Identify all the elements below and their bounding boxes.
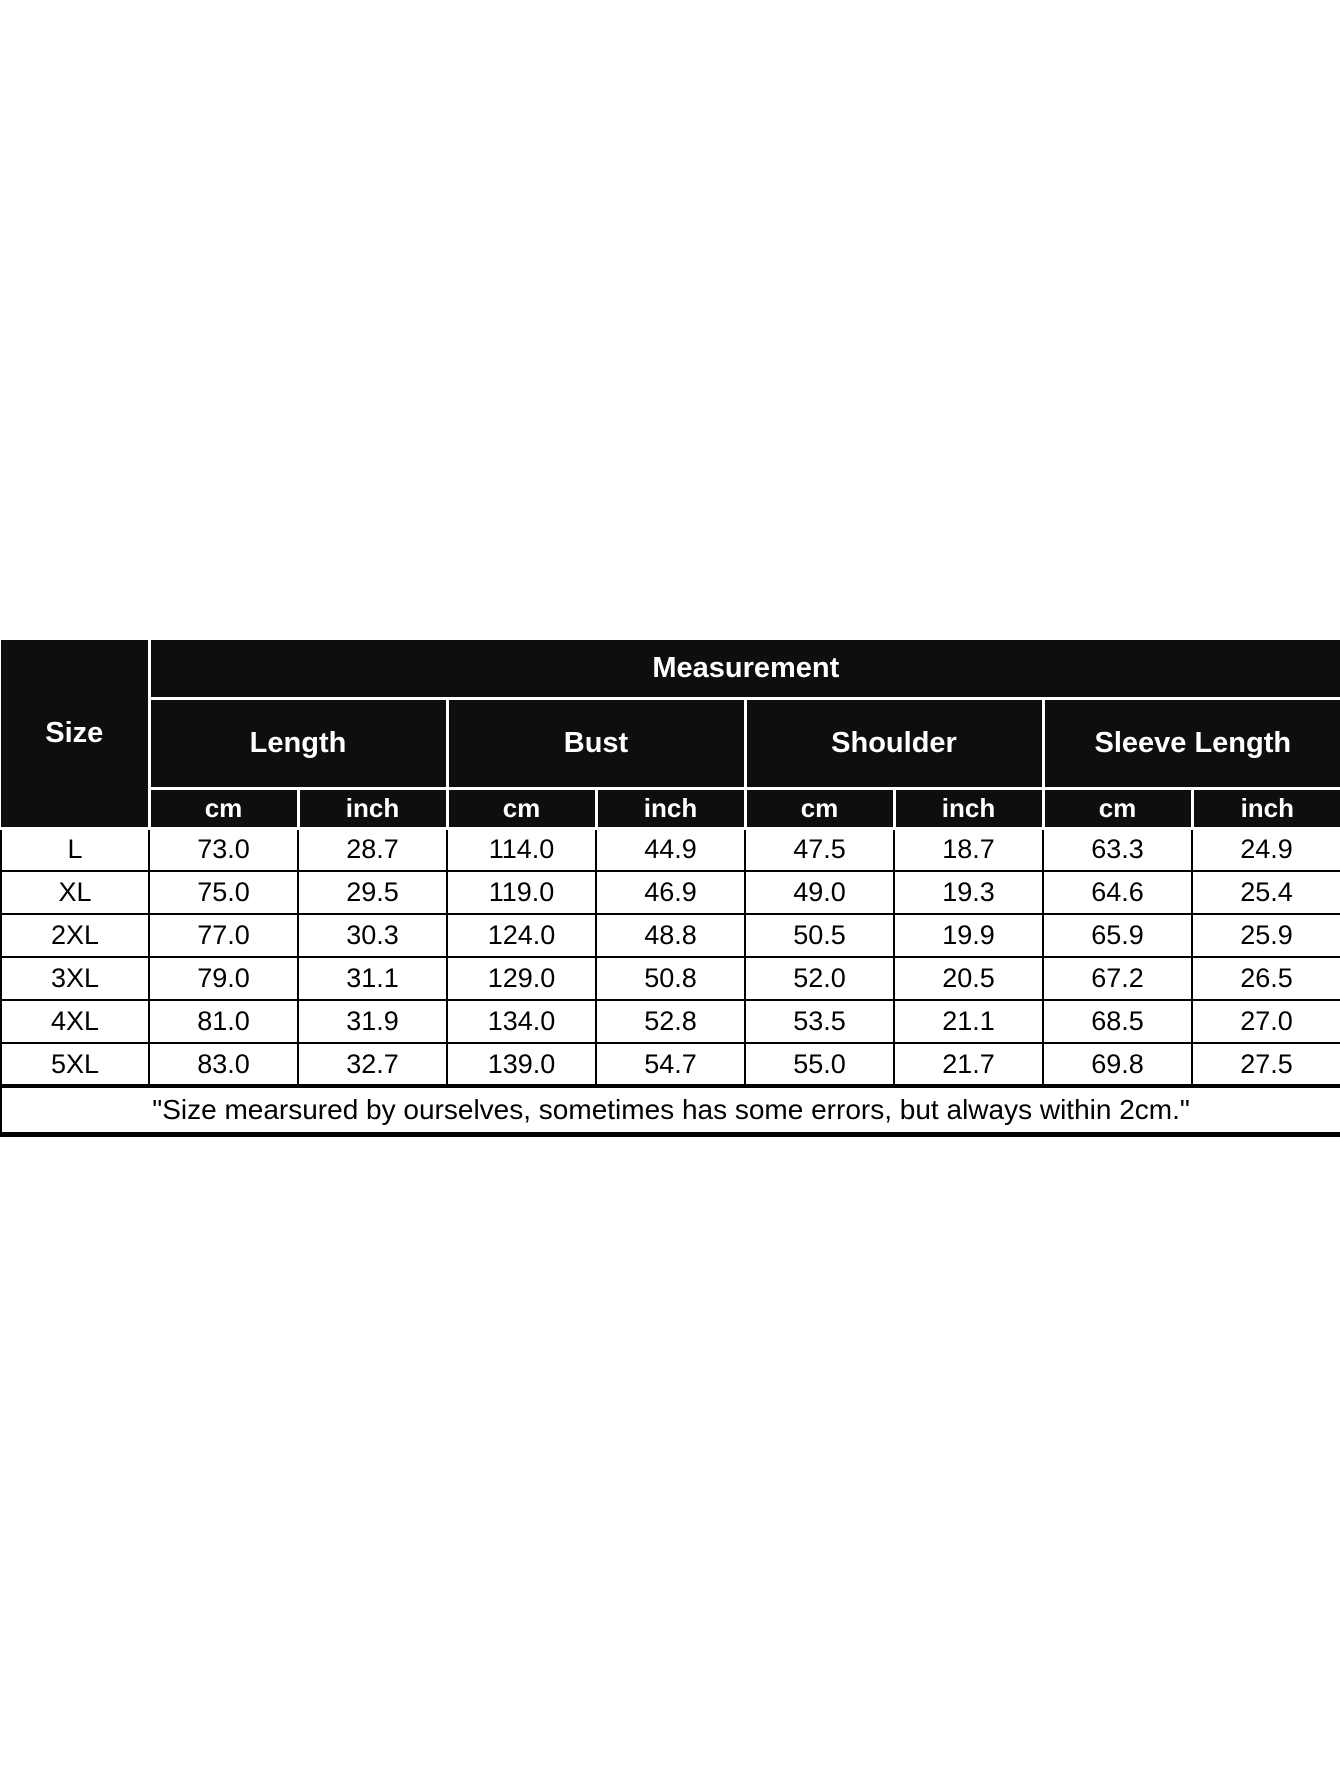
value-cell: 25.4 [1192, 871, 1340, 914]
unit-header-length-inch: inch [298, 788, 447, 828]
size-label: 5XL [1, 1043, 149, 1086]
value-cell: 31.1 [298, 957, 447, 1000]
value-cell: 27.5 [1192, 1043, 1340, 1086]
size-label: 2XL [1, 914, 149, 957]
table-row-2xl [1, 914, 1340, 957]
value-cell: 32.7 [298, 1043, 447, 1086]
value-cell: 29.5 [298, 871, 447, 914]
size-column-header: Size [1, 640, 149, 828]
value-cell: 18.7 [894, 828, 1043, 871]
value-cell: 75.0 [149, 871, 298, 914]
group-header-bust: Bust [447, 698, 745, 788]
value-cell: 30.3 [298, 914, 447, 957]
value-cell: 19.3 [894, 871, 1043, 914]
value-cell: 50.5 [745, 914, 894, 957]
value-cell: 28.7 [298, 828, 447, 871]
value-cell: 31.9 [298, 1000, 447, 1043]
value-cell: 129.0 [447, 957, 596, 1000]
unit-header-sleeve-cm: cm [1043, 788, 1192, 828]
unit-header-shoulder-inch: inch [894, 788, 1043, 828]
value-cell: 54.7 [596, 1043, 745, 1086]
value-cell: 47.5 [745, 828, 894, 871]
value-cell: 73.0 [149, 828, 298, 871]
value-cell: 124.0 [447, 914, 596, 957]
value-cell: 48.8 [596, 914, 745, 957]
value-cell: 52.0 [745, 957, 894, 1000]
value-cell: 65.9 [1043, 914, 1192, 957]
table-row-xl [1, 871, 1340, 914]
group-header-shoulder: Shoulder [745, 698, 1043, 788]
value-cell: 81.0 [149, 1000, 298, 1043]
value-cell: 20.5 [894, 957, 1043, 1000]
size-label: L [1, 828, 149, 871]
unit-header-length-cm: cm [149, 788, 298, 828]
size-label: XL [1, 871, 149, 914]
value-cell: 79.0 [149, 957, 298, 1000]
value-cell: 139.0 [447, 1043, 596, 1086]
unit-header-shoulder-cm: cm [745, 788, 894, 828]
size-chart [0, 640, 1340, 1137]
footnote-row [1, 1086, 1340, 1134]
size-label: 3XL [1, 957, 149, 1000]
value-cell: 44.9 [596, 828, 745, 871]
value-cell: 114.0 [447, 828, 596, 871]
value-cell: 53.5 [745, 1000, 894, 1043]
value-cell: 67.2 [1043, 957, 1192, 1000]
value-cell: 134.0 [447, 1000, 596, 1043]
value-cell: 77.0 [149, 914, 298, 957]
value-cell: 24.9 [1192, 828, 1340, 871]
value-cell: 19.9 [894, 914, 1043, 957]
unit-header-sleeve-inch: inch [1192, 788, 1340, 828]
group-header-sleeve-length: Sleeve Length [1043, 698, 1340, 788]
value-cell: 69.8 [1043, 1043, 1192, 1086]
table-row-l [1, 828, 1340, 871]
value-cell: 26.5 [1192, 957, 1340, 1000]
table-row-4xl [1, 1000, 1340, 1043]
value-cell: 63.3 [1043, 828, 1192, 871]
unit-header-bust-inch: inch [596, 788, 745, 828]
value-cell: 25.9 [1192, 914, 1340, 957]
value-cell: 119.0 [447, 871, 596, 914]
value-cell: 83.0 [149, 1043, 298, 1086]
value-cell: 27.0 [1192, 1000, 1340, 1043]
value-cell: 55.0 [745, 1043, 894, 1086]
value-cell: 52.8 [596, 1000, 745, 1043]
table-row-5xl [1, 1043, 1340, 1086]
unit-header-bust-cm: cm [447, 788, 596, 828]
group-header-length: Length [149, 698, 447, 788]
value-cell: 64.6 [1043, 871, 1192, 914]
size-chart-table [0, 640, 1340, 1137]
value-cell: 21.7 [894, 1043, 1043, 1086]
value-cell: 68.5 [1043, 1000, 1192, 1043]
value-cell: 50.8 [596, 957, 745, 1000]
footnote-text: "Size mearsured by ourselves, sometimes has some errors, but always within 2cm." [1, 1086, 1340, 1134]
value-cell: 46.9 [596, 871, 745, 914]
measurement-header: Measurement [149, 640, 1340, 698]
table-row-3xl [1, 957, 1340, 1000]
value-cell: 21.1 [894, 1000, 1043, 1043]
size-label: 4XL [1, 1000, 149, 1043]
value-cell: 49.0 [745, 871, 894, 914]
